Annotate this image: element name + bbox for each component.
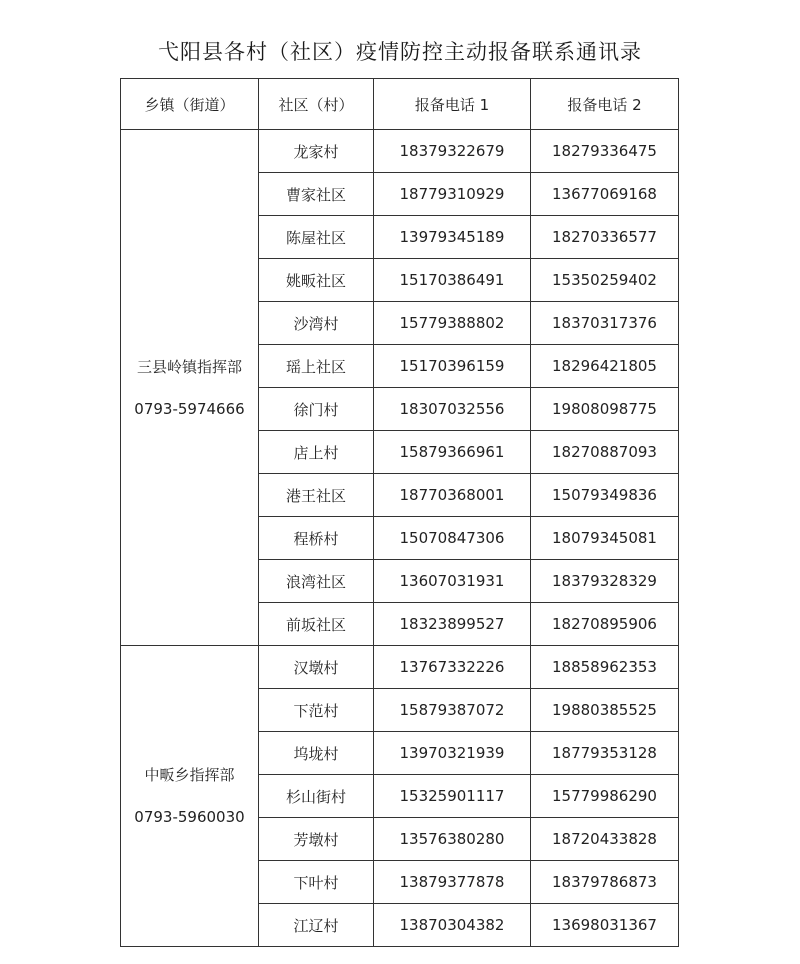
community-cell: 程桥村 (259, 517, 374, 560)
town-cell (121, 646, 259, 947)
header-town: 乡镇（街道） (121, 79, 259, 130)
phone-1-cell: 15070847306 (374, 517, 531, 560)
phone-1-cell: 13607031931 (374, 560, 531, 603)
phone-2-cell: 15779986290 (531, 775, 679, 818)
phone-1-cell: 13970321939 (374, 732, 531, 775)
community-cell: 店上村 (259, 431, 374, 474)
phone-1-cell: 18379322679 (374, 130, 531, 173)
community-cell: 陈屋社区 (259, 216, 374, 259)
phone-1-cell: 18770368001 (374, 474, 531, 517)
phone-1-cell: 15879366961 (374, 431, 531, 474)
phone-1-cell: 15170386491 (374, 259, 531, 302)
phone-1-cell: 13979345189 (374, 216, 531, 259)
phone-1-cell: 15325901117 (374, 775, 531, 818)
phone-2-cell: 13698031367 (531, 904, 679, 947)
phone-2-cell: 18779353128 (531, 732, 679, 775)
phone-1-cell: 18307032556 (374, 388, 531, 431)
community-cell: 坞垅村 (259, 732, 374, 775)
document-title: 弋阳县各村（社区）疫情防控主动报备联系通讯录 (158, 40, 642, 64)
phone-2-cell: 18379786873 (531, 861, 679, 904)
phone-2-cell: 18270887093 (531, 431, 679, 474)
town-phone: 0793-5960030 (134, 808, 245, 826)
phone-1-cell: 13576380280 (374, 818, 531, 861)
phone-2-cell: 18279336475 (531, 130, 679, 173)
community-cell: 汉墩村 (259, 646, 374, 689)
phone-2-cell: 15350259402 (531, 259, 679, 302)
community-cell: 沙湾村 (259, 302, 374, 345)
community-cell: 江辽村 (259, 904, 374, 947)
phone-1-cell: 13767332226 (374, 646, 531, 689)
town-name: 中畈乡指挥部 (144, 766, 235, 784)
community-cell: 徐门村 (259, 388, 374, 431)
contact-table (120, 78, 679, 947)
community-cell: 下范村 (259, 689, 374, 732)
community-cell: 瑶上社区 (259, 345, 374, 388)
table-body (121, 130, 679, 947)
community-cell: 姚畈社区 (259, 259, 374, 302)
community-cell: 浪湾社区 (259, 560, 374, 603)
phone-2-cell: 13677069168 (531, 173, 679, 216)
phone-2-cell: 18379328329 (531, 560, 679, 603)
phone-1-cell: 15170396159 (374, 345, 531, 388)
header-community: 社区（村） (259, 79, 374, 130)
phone-1-cell: 18323899527 (374, 603, 531, 646)
community-cell: 杉山街村 (259, 775, 374, 818)
table-row (121, 130, 679, 173)
phone-2-cell: 18720433828 (531, 818, 679, 861)
community-cell: 芳墩村 (259, 818, 374, 861)
phone-2-cell: 18079345081 (531, 517, 679, 560)
community-cell: 下叶村 (259, 861, 374, 904)
town-phone: 0793-5974666 (134, 399, 245, 418)
phone-1-cell: 15779388802 (374, 302, 531, 345)
phone-1-cell: 15879387072 (374, 689, 531, 732)
town-cell (121, 130, 259, 646)
phone-1-cell: 18779310929 (374, 173, 531, 216)
phone-2-cell: 18270336577 (531, 216, 679, 259)
community-cell: 曹家社区 (259, 173, 374, 216)
phone-2-cell: 19880385525 (531, 689, 679, 732)
phone-2-cell: 18270895906 (531, 603, 679, 646)
phone-2-cell: 18370317376 (531, 302, 679, 345)
table-row (121, 646, 679, 689)
phone-2-cell: 19808098775 (531, 388, 679, 431)
phone-1-cell: 13879377878 (374, 861, 531, 904)
header-row (121, 79, 679, 130)
header-phone-2: 报备电话 2 (531, 79, 679, 130)
phone-2-cell: 18296421805 (531, 345, 679, 388)
phone-2-cell: 18858962353 (531, 646, 679, 689)
town-name: 三县岭镇指挥部 (136, 357, 242, 376)
header-phone-1: 报备电话 1 (374, 79, 531, 130)
table-header (121, 79, 679, 130)
community-cell: 港王社区 (259, 474, 374, 517)
community-cell: 龙家村 (259, 130, 374, 173)
community-cell: 前坂社区 (259, 603, 374, 646)
phone-2-cell: 15079349836 (531, 474, 679, 517)
phone-1-cell: 13870304382 (374, 904, 531, 947)
